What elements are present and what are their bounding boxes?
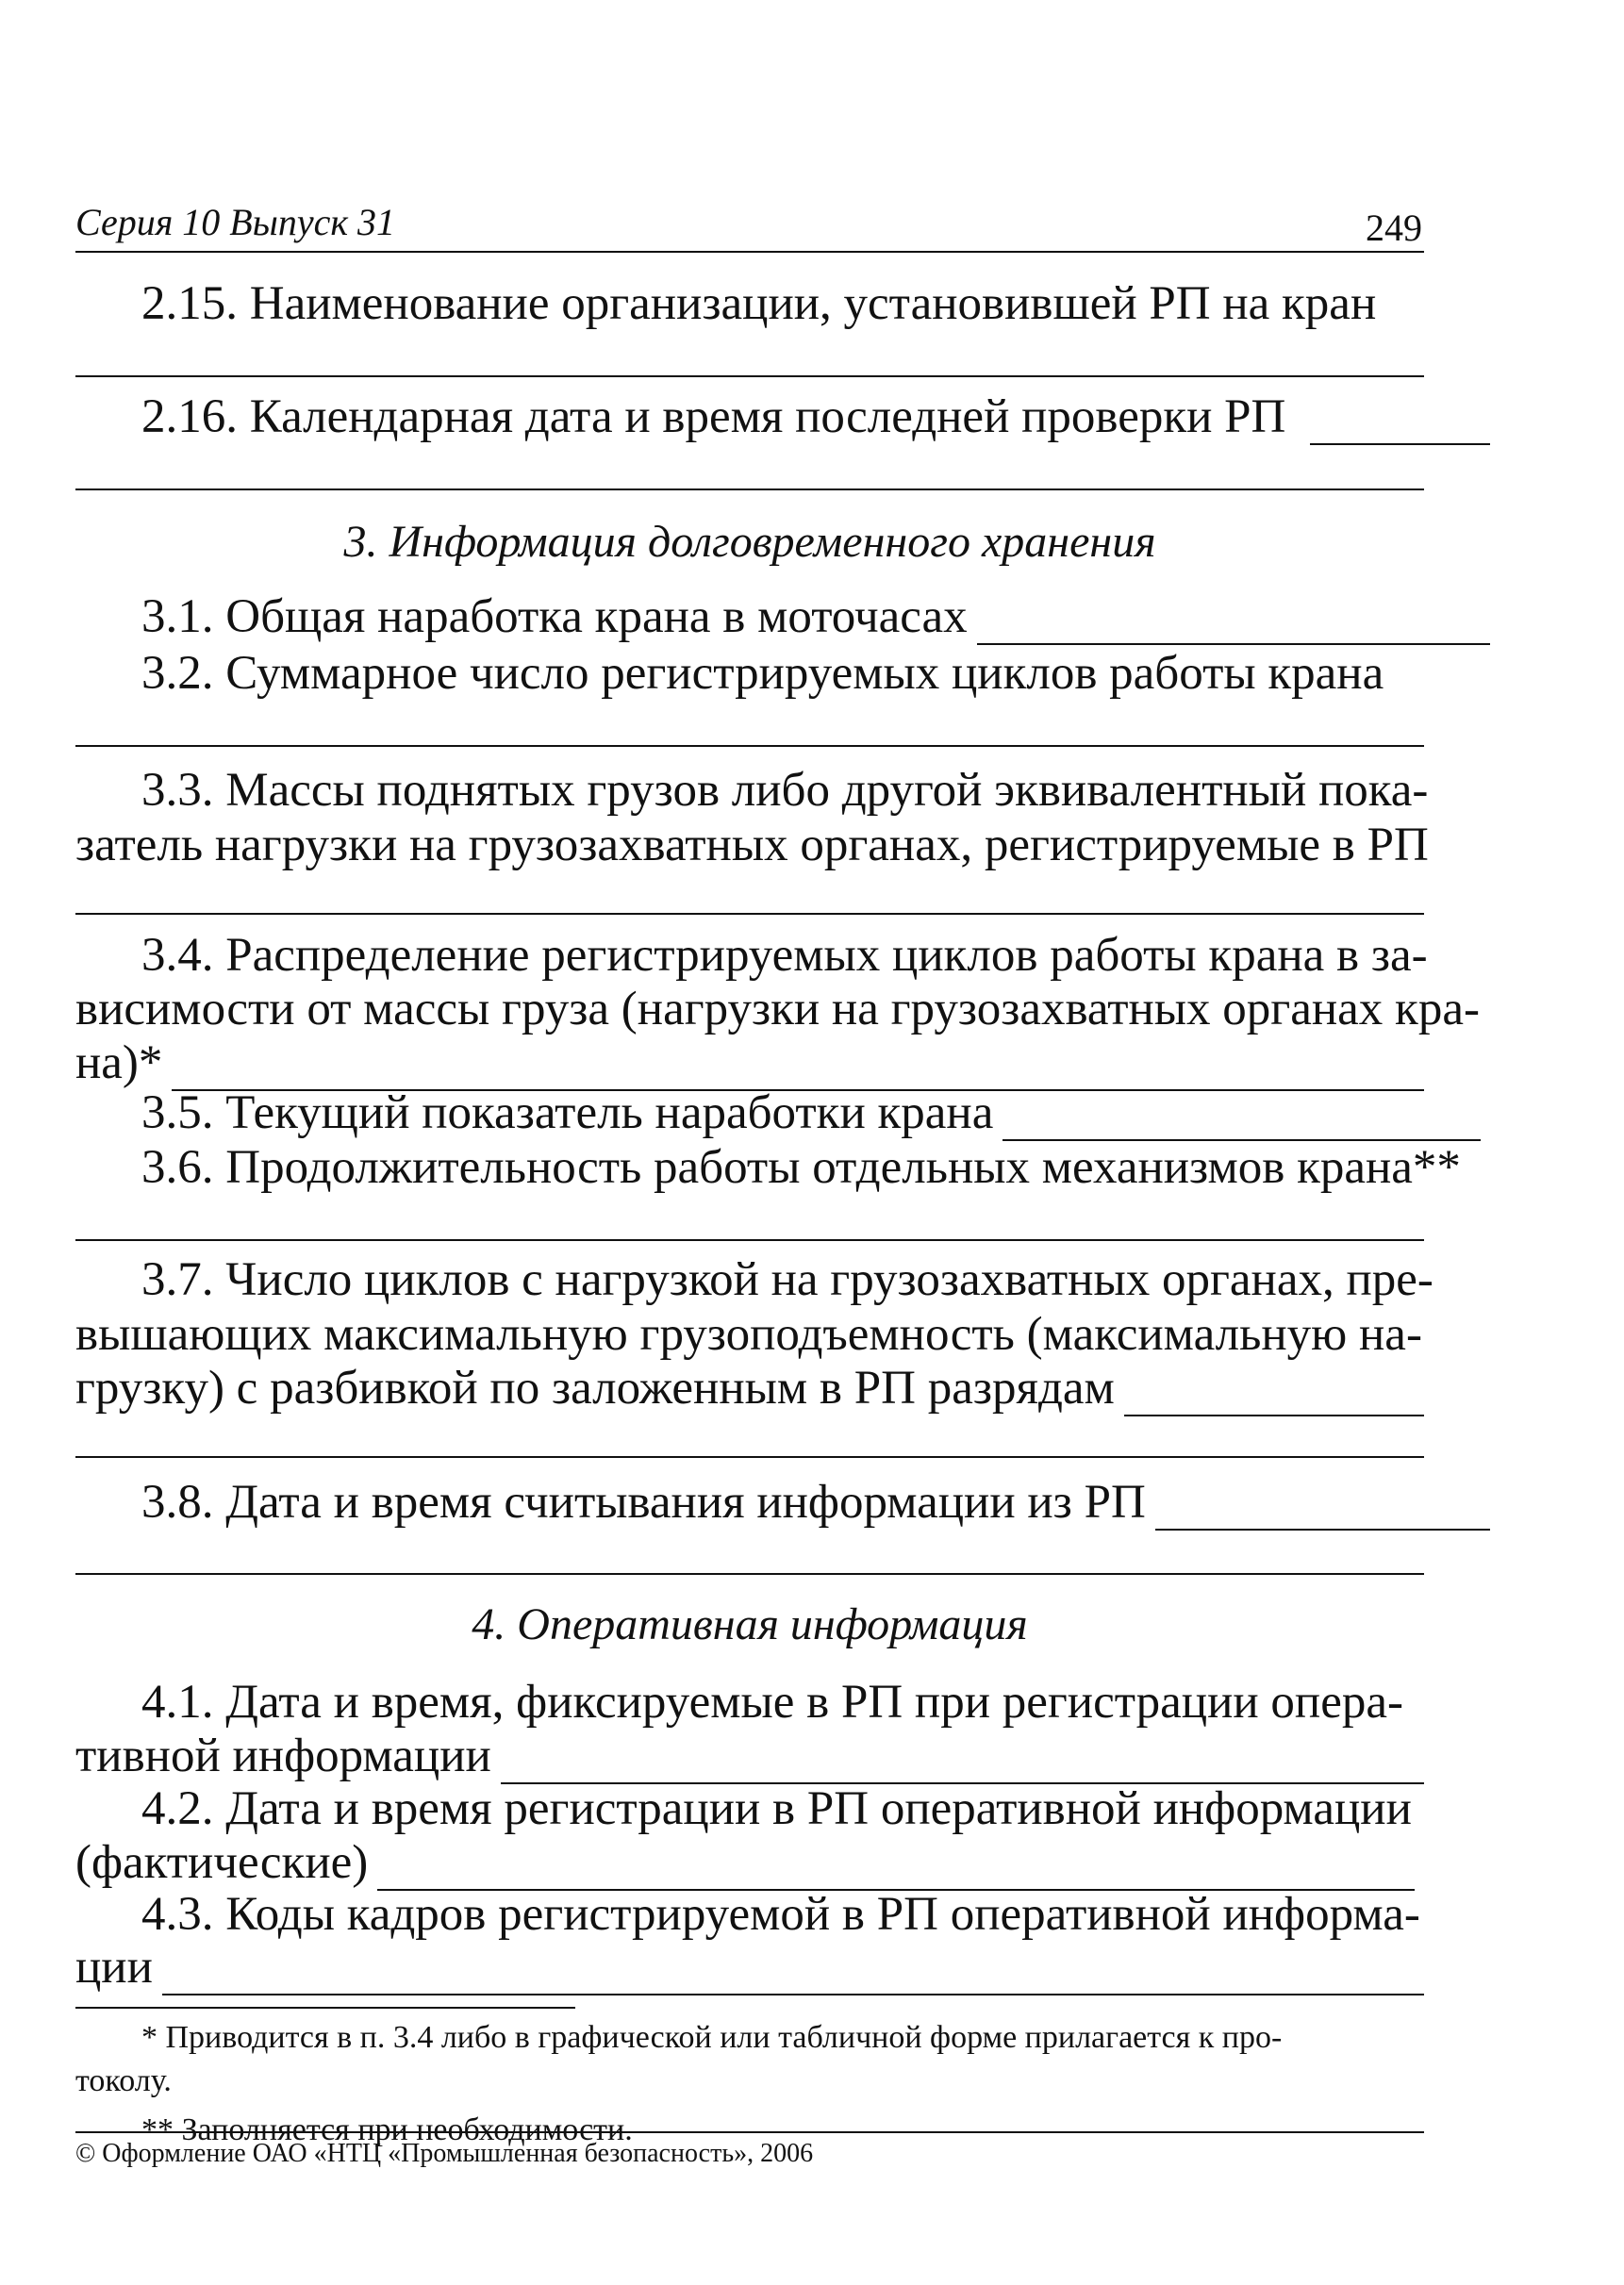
answer-line[interactable] <box>162 1952 1424 1995</box>
document-page <box>75 0 1480 2285</box>
answer-line[interactable] <box>1155 1487 1490 1531</box>
item-3-8 <box>75 1474 1490 1531</box>
item-3-6 <box>75 1139 1490 1196</box>
answer-line[interactable] <box>75 913 1424 915</box>
item-4-1-text: 4.1. Дата и время, фиксируемые в РП при регистрации опера- <box>141 1676 1403 1729</box>
running-header <box>75 198 1424 253</box>
item-4-2-line1 <box>75 1780 1490 1837</box>
item-4-3-line2 <box>75 1939 1424 1995</box>
item-4-2-line2 <box>75 1834 1424 1891</box>
item-3-3-line2 <box>75 817 1429 873</box>
item-3-1 <box>75 588 1490 645</box>
item-3-3-text: 3.3. Массы поднятых грузов либо другой эквивалентный пока- <box>141 764 1429 817</box>
footnote-1-text-cont: токолу. <box>75 2063 172 2098</box>
item-4-2-text-end: (фактические) <box>75 1836 369 1889</box>
answer-line[interactable] <box>75 1456 1424 1458</box>
item-3-8-text: 3.8. Дата и время считывания информации из РП <box>141 1476 1146 1529</box>
item-4-3-line1 <box>75 1886 1490 1943</box>
answer-line[interactable] <box>75 1573 1424 1575</box>
answer-line[interactable] <box>75 488 1424 490</box>
item-3-4-text-end: на)* <box>75 1036 163 1089</box>
answer-line[interactable] <box>75 745 1424 747</box>
item-3-7-text-cont: вышающих максимальную грузоподъемность (максимальную на- <box>75 1308 1422 1361</box>
item-4-3-text: 4.3. Коды кадров регистрируемой в РП оперативной информа- <box>141 1888 1420 1941</box>
item-3-7-line1 <box>75 1251 1490 1308</box>
item-3-7-line3 <box>75 1360 1424 1416</box>
section-3-heading: 3. Информация долговременного хранения <box>343 517 1156 567</box>
item-3-2-text: 3.2. Суммарное число регистрируемых циклов работы крана <box>141 647 1384 700</box>
footnote-2-text: ** Заполняется при необходимости. <box>141 2112 633 2147</box>
item-3-3-text-cont: затель нагрузки на грузозахватных органах, регистрируемые в РП <box>75 819 1429 871</box>
page-number: 249 <box>1366 207 1422 249</box>
item-4-3-text-end: ции <box>75 1941 153 1994</box>
section-4-heading: 4. Оперативная информация <box>472 1599 1028 1649</box>
item-3-6-text: 3.6. Продолжительность работы отдельных механизмов крана** <box>141 1141 1461 1194</box>
footnote-1 <box>75 2016 1424 2103</box>
answer-line[interactable] <box>1003 1098 1481 1141</box>
item-3-4-text: 3.4. Распределение регистрируемых циклов работы крана в за- <box>141 929 1428 982</box>
item-3-7-text: 3.7. Число циклов с нагрузкой на грузозахватных органах, пре- <box>141 1253 1433 1306</box>
item-4-1-text-end: тивной информации <box>75 1730 491 1782</box>
answer-line[interactable] <box>377 1847 1415 1891</box>
item-2-15-text: 2.15. Наименование организации, установившей РП на кран <box>141 277 1377 330</box>
answer-line[interactable] <box>75 1239 1424 1241</box>
item-3-3-line1 <box>75 762 1490 819</box>
answer-line[interactable] <box>501 1741 1424 1784</box>
copyright-separator <box>75 2131 1424 2133</box>
item-2-16 <box>75 389 1490 445</box>
item-3-5 <box>75 1085 1490 1141</box>
answer-line[interactable] <box>977 602 1490 645</box>
item-2-16-text: 2.16. Календарная дата и время последней проверки РП <box>141 390 1286 443</box>
item-3-1-text: 3.1. Общая наработка крана в моточасах <box>141 590 968 643</box>
item-4-1-line1 <box>75 1674 1490 1730</box>
item-2-15 <box>75 275 1490 332</box>
item-4-2-text: 4.2. Дата и время регистрации в РП оперативной информации <box>141 1782 1412 1835</box>
item-3-4-line3 <box>75 1035 1424 1091</box>
item-3-7-line2 <box>75 1306 1424 1363</box>
series-label: Серия 10 Выпуск 31 <box>75 201 396 243</box>
item-3-4-line1 <box>75 927 1490 984</box>
footnote-separator <box>75 2007 575 2009</box>
answer-line[interactable] <box>75 375 1424 377</box>
item-3-5-text: 3.5. Текущий показатель наработки крана <box>141 1086 994 1139</box>
item-3-4-line2 <box>75 981 1480 1037</box>
item-3-7-text-end: грузку) с разбивкой по заложенным в РП разрядам <box>75 1362 1115 1415</box>
item-4-1-line2 <box>75 1728 1424 1784</box>
answer-line[interactable] <box>1310 402 1490 445</box>
copyright-notice: © Оформление ОАО «НТЦ «Промышленная безопасность», 2006 <box>75 2139 814 2168</box>
answer-line[interactable] <box>1124 1373 1424 1416</box>
footnote-1-text: * Приводится в п. 3.4 либо в графической или табличной форме прилагается к про- <box>141 2020 1283 2055</box>
item-3-2 <box>75 645 1490 702</box>
item-3-4-text-cont: висимости от массы груза (нагрузки на грузозахватных органах кра- <box>75 983 1480 1035</box>
